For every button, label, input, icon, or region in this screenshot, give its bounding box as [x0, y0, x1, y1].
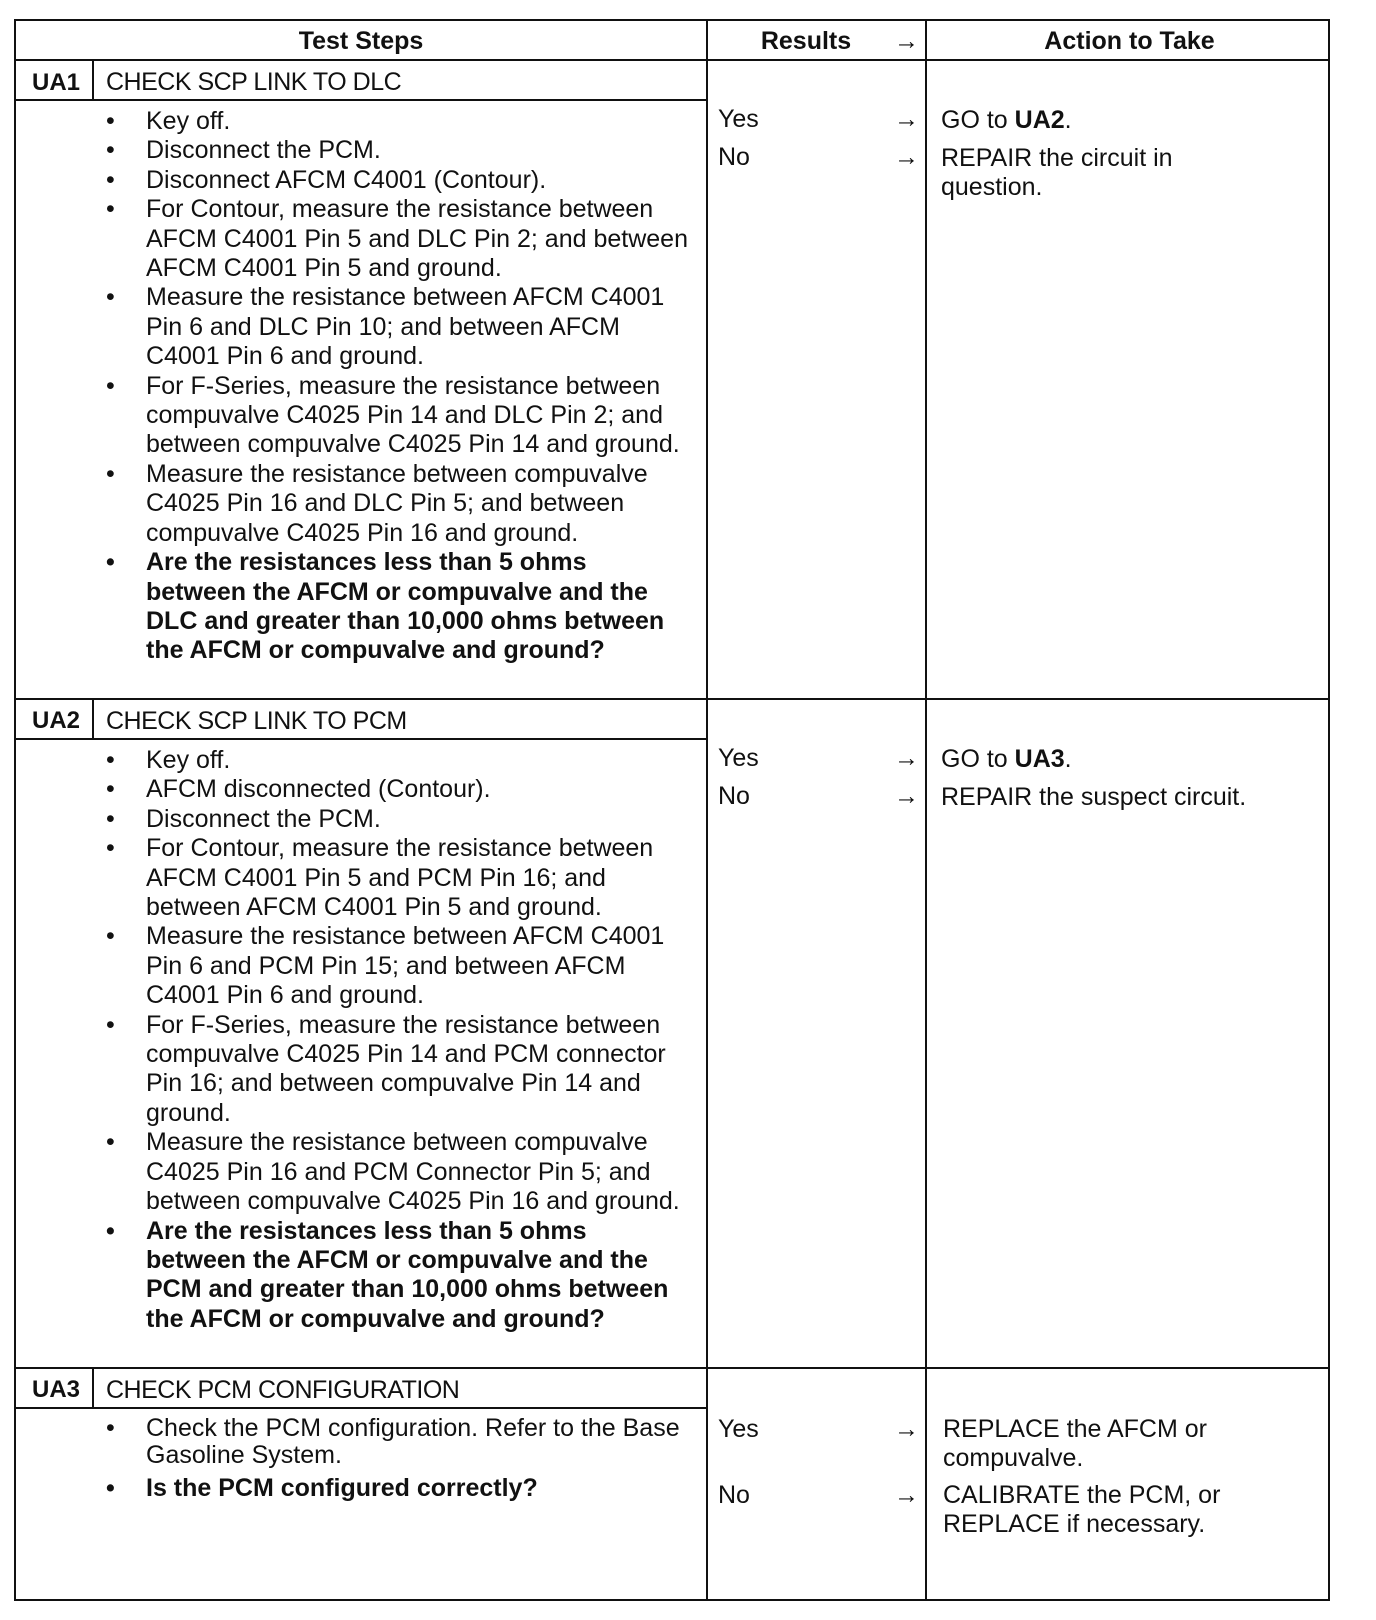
- header-results: Results: [760, 27, 852, 55]
- result-arrow: →: [894, 105, 919, 133]
- step-question: • Are the resistances less than 5 ohms between the AFCM or compuvalve and the DLC and greater than 10,000 ohms between the AFCM or compuvalve and ground?: [146, 548, 691, 666]
- step-title-ua3: CHECK PCM CONFIGURATION: [106, 1376, 460, 1404]
- result-no: No: [718, 143, 750, 171]
- step-id-divider: [92, 1367, 94, 1407]
- action-text: GO to: [941, 745, 1015, 773]
- list-item: • Measure the resistance between compuvalve C4025 Pin 16 and DLC Pin 5; and between compuvalve C4025 Pin 16 and ground.: [146, 460, 691, 548]
- step-id-divider: [92, 59, 94, 99]
- list-item: • For Contour, measure the resistance between AFCM C4001 Pin 5 and DLC Pin 2; and between AFCM C4001 Pin 5 and ground.: [146, 195, 691, 283]
- step-question: • Are the resistances less than 5 ohms between the AFCM or compuvalve and the PCM and greater than 10,000 ohms between the AFCM or compuvalve and ground?: [146, 1217, 691, 1335]
- list-item: • AFCM disconnected (Contour).: [146, 775, 691, 804]
- header-action: Action to Take: [1044, 27, 1215, 55]
- step-title-rule: [16, 738, 706, 740]
- step-list-ua3: [146, 1415, 691, 1502]
- result-yes: Yes: [718, 105, 759, 133]
- action-yes: [943, 1415, 1273, 1473]
- list-item: • Key off.: [146, 107, 691, 136]
- list-item: • Key off.: [146, 746, 691, 775]
- step-list-ua1: [146, 107, 691, 666]
- step-title-ua2: CHECK SCP LINK TO PCM: [106, 707, 407, 735]
- action-no: [941, 783, 1326, 812]
- list-item: • Disconnect the PCM.: [146, 805, 691, 834]
- result-yes: Yes: [718, 1415, 759, 1443]
- action-text: REPLACE the AFCM or compuvalve.: [943, 1415, 1207, 1472]
- action-no: [943, 1481, 1273, 1539]
- action-no: [941, 144, 1271, 202]
- list-item: • For F-Series, measure the resistance between compuvalve C4025 Pin 14 and DLC Pin 2; and between compuvalve C4025 Pin 14 and ground.: [146, 372, 691, 460]
- step-id-ua3: UA3: [31, 1376, 80, 1403]
- action-yes: [941, 745, 1271, 774]
- header-rule: [16, 59, 1328, 61]
- step-title-ua1: CHECK SCP LINK TO DLC: [106, 68, 402, 96]
- step-title-rule: [16, 99, 706, 101]
- result-arrow: →: [894, 1415, 919, 1443]
- list-item: • Measure the resistance between AFCM C4001 Pin 6 and DLC Pin 10; and between AFCM C4001 Pin 6 and ground.: [146, 283, 691, 371]
- step-question: • Is the PCM configured correctly?: [146, 1475, 691, 1502]
- result-no: No: [718, 1481, 750, 1509]
- action-text: REPAIR the suspect circuit.: [941, 783, 1247, 811]
- list-item: • Check the PCM configuration. Refer to the Base Gasoline System.: [146, 1415, 691, 1469]
- result-arrow: →: [894, 744, 919, 772]
- header-test-steps: Test Steps: [298, 27, 424, 55]
- action-text: GO to: [941, 106, 1015, 134]
- col-divider-action: [925, 21, 927, 1599]
- list-item: • Measure the resistance between compuvalve C4025 Pin 16 and PCM Connector Pin 5; and between compuvalve C4025 Pin 16 and ground.: [146, 1128, 691, 1216]
- row-rule: [16, 1367, 1328, 1369]
- result-yes: Yes: [718, 744, 759, 772]
- step-id-ua2: UA2: [31, 707, 80, 734]
- result-arrow: →: [894, 1481, 919, 1509]
- result-arrow: →: [894, 143, 919, 171]
- action-text: .: [1064, 745, 1072, 773]
- step-id-divider: [92, 698, 94, 738]
- col-divider-results: [706, 21, 708, 1599]
- list-item: • For Contour, measure the resistance between AFCM C4001 Pin 5 and PCM Pin 16; and between AFCM C4001 Pin 5 and ground.: [146, 834, 691, 922]
- list-item: • Measure the resistance between AFCM C4001 Pin 6 and PCM Pin 15; and between AFCM C4001 Pin 6 and ground.: [146, 922, 691, 1010]
- action-step-ref: UA2: [1014, 106, 1065, 134]
- action-text: REPAIR the circuit in question.: [941, 144, 1173, 201]
- action-text: CALIBRATE the PCM, or REPLACE if necessary.: [943, 1481, 1221, 1538]
- action-yes: [941, 106, 1271, 135]
- list-item: • Disconnect the PCM.: [146, 136, 691, 165]
- list-item: • Disconnect AFCM C4001 (Contour).: [146, 166, 691, 195]
- result-no: No: [718, 782, 750, 810]
- action-step-ref: UA3: [1014, 745, 1065, 773]
- result-arrow: →: [894, 782, 919, 810]
- step-list-ua2: [146, 746, 691, 1334]
- diagnostic-table: [14, 19, 1330, 1601]
- header-arrow: →: [894, 27, 919, 55]
- action-text: .: [1064, 106, 1072, 134]
- step-id-ua1: UA1: [31, 69, 80, 96]
- list-item: • For F-Series, measure the resistance between compuvalve C4025 Pin 14 and PCM connector Pin 16; and between compuvalve Pin 14 and ground.: [146, 1011, 691, 1129]
- step-title-rule: [16, 1407, 706, 1409]
- row-rule: [16, 698, 1328, 700]
